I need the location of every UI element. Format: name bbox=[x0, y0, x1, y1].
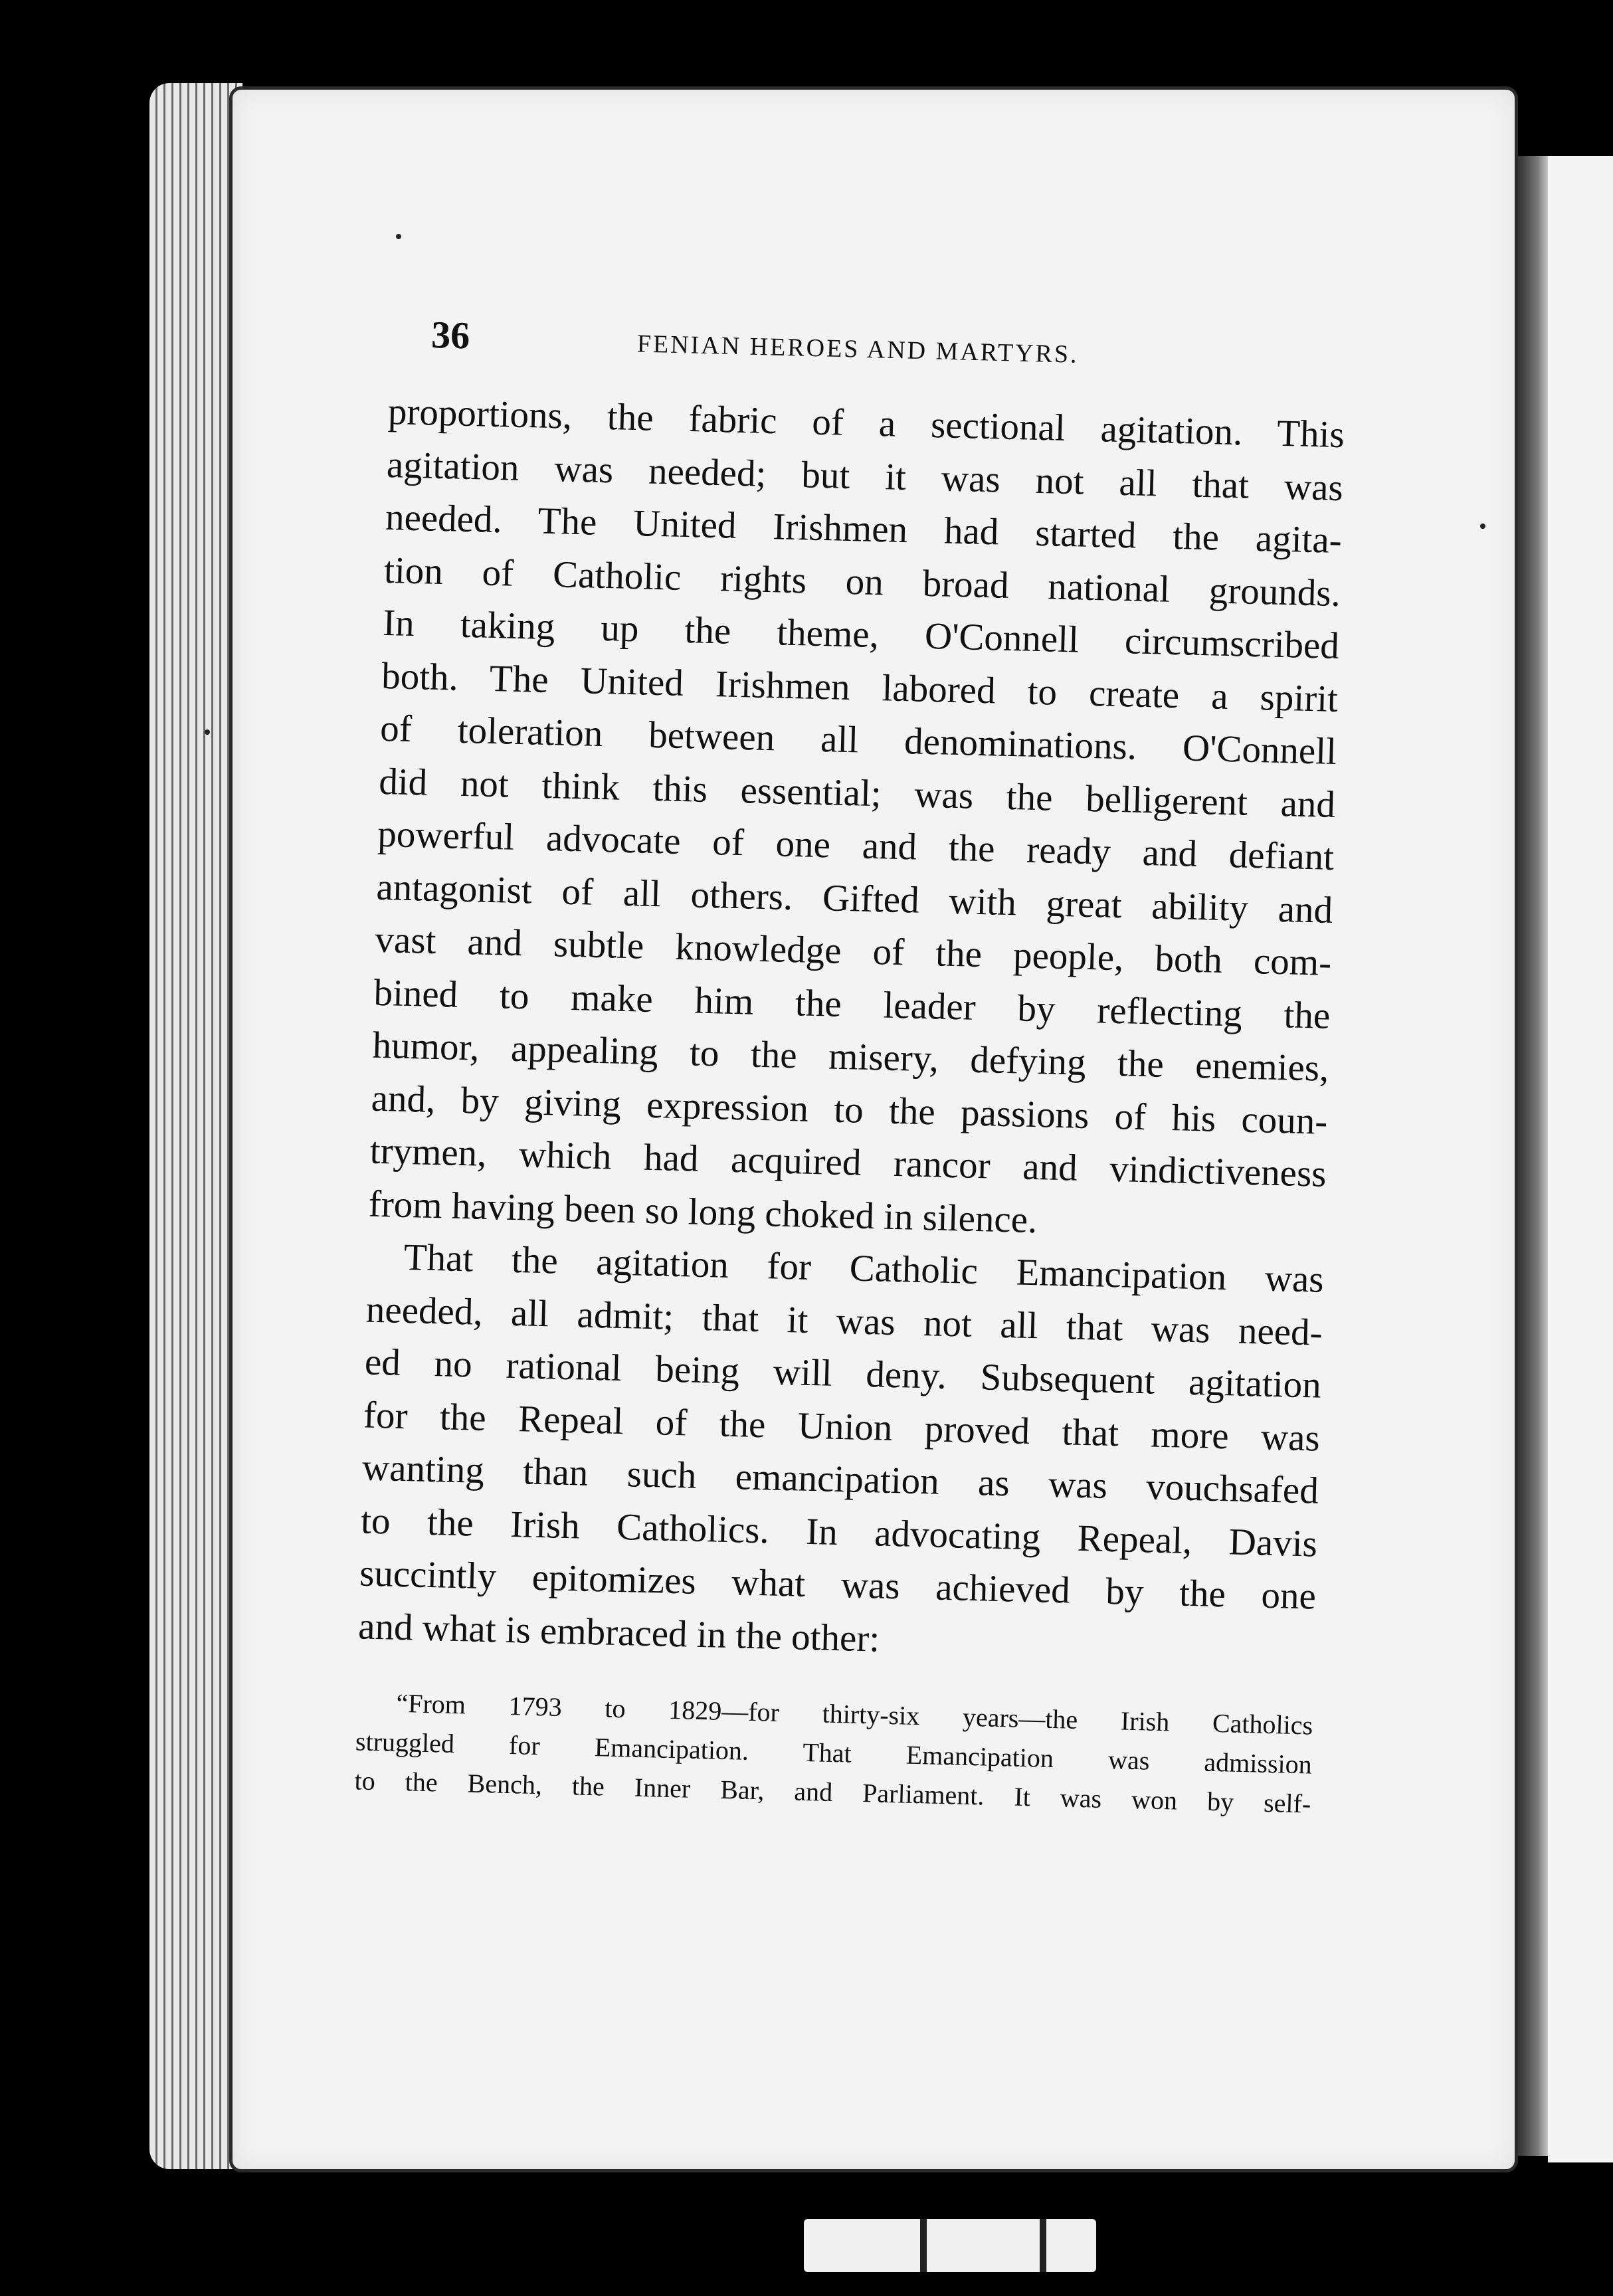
text-line: wanting than such emancipation as was vouchsafed bbox=[361, 1446, 1319, 1512]
bottom-tab bbox=[804, 2219, 1096, 2272]
text-line: to the Irish Catholics. In advocating Repeal, Davis bbox=[360, 1499, 1318, 1565]
text-line: bined to make him the leader by reflecting the bbox=[373, 971, 1331, 1037]
text-line: tion of Catholic rights on broad national grounds. bbox=[383, 549, 1341, 615]
text-line: That the agitation for Catholic Emancipation was bbox=[403, 1236, 1325, 1301]
text-line: succintly epitomizes what was achieved by the one bbox=[359, 1552, 1317, 1618]
text-line: In taking up the theme, O'Connell circumscribed bbox=[382, 601, 1340, 668]
text-line: and what is embraced in the other: bbox=[357, 1604, 880, 1660]
running-head: FENIAN HEROES AND MARTYRS. bbox=[636, 330, 1080, 369]
quote-line: struggled for Emancipation. That Emancipation was admission bbox=[355, 1726, 1313, 1780]
quote-line: to the Bench, the Inner Bar, and Parliament. It was won by self- bbox=[354, 1765, 1311, 1819]
text-line: trymen, which had acquired rancor and vindictiveness bbox=[369, 1129, 1327, 1195]
quote-line: “From 1793 to 1829—for thirty-six years—the Irish Catholics bbox=[395, 1687, 1313, 1741]
page-edges bbox=[149, 83, 242, 2169]
text-line: agitation was needed; but it was not all that was bbox=[386, 443, 1344, 509]
text-line: needed, all admit; that it was not all that was need- bbox=[365, 1288, 1323, 1354]
text-line: from having been so long choked in silence. bbox=[368, 1183, 1038, 1241]
text-line: did not think this essential; was the belligerent and bbox=[378, 760, 1336, 826]
text-line: ed no rational being will deny. Subsequent agitation bbox=[364, 1341, 1322, 1406]
text-line: antagonist of all others. Gifted with great ability and bbox=[375, 866, 1333, 931]
text-line: vast and subtle knowledge of the people, both com- bbox=[374, 918, 1332, 984]
text-line: for the Repeal of the Union proved that more was bbox=[363, 1394, 1321, 1460]
text-line: humor, appealing to the misery, defying the enemies, bbox=[371, 1024, 1330, 1090]
tab-notch bbox=[1040, 2219, 1046, 2272]
text-line: of toleration between all denominations. O'Connell bbox=[379, 707, 1337, 773]
scan-speck bbox=[1480, 524, 1485, 529]
text-line: needed. The United Irishmen had started the agita- bbox=[385, 496, 1343, 562]
block-quote bbox=[354, 1682, 1313, 1823]
scan-speck bbox=[396, 234, 401, 239]
text-line: and, by giving expression to the passions of his coun- bbox=[371, 1077, 1329, 1143]
text-line: both. The United Irishmen labored to create a spirit bbox=[381, 654, 1339, 720]
tab-notch bbox=[920, 2219, 927, 2272]
text-line: powerful advocate of one and the ready and defiant bbox=[377, 813, 1335, 878]
body-text bbox=[354, 385, 1345, 1824]
scan-speck bbox=[205, 729, 210, 735]
page-number: 36 bbox=[430, 312, 470, 357]
text-line: proportions, the fabric of a sectional agitation. This bbox=[387, 390, 1345, 456]
facing-page-sliver bbox=[1548, 156, 1613, 2162]
